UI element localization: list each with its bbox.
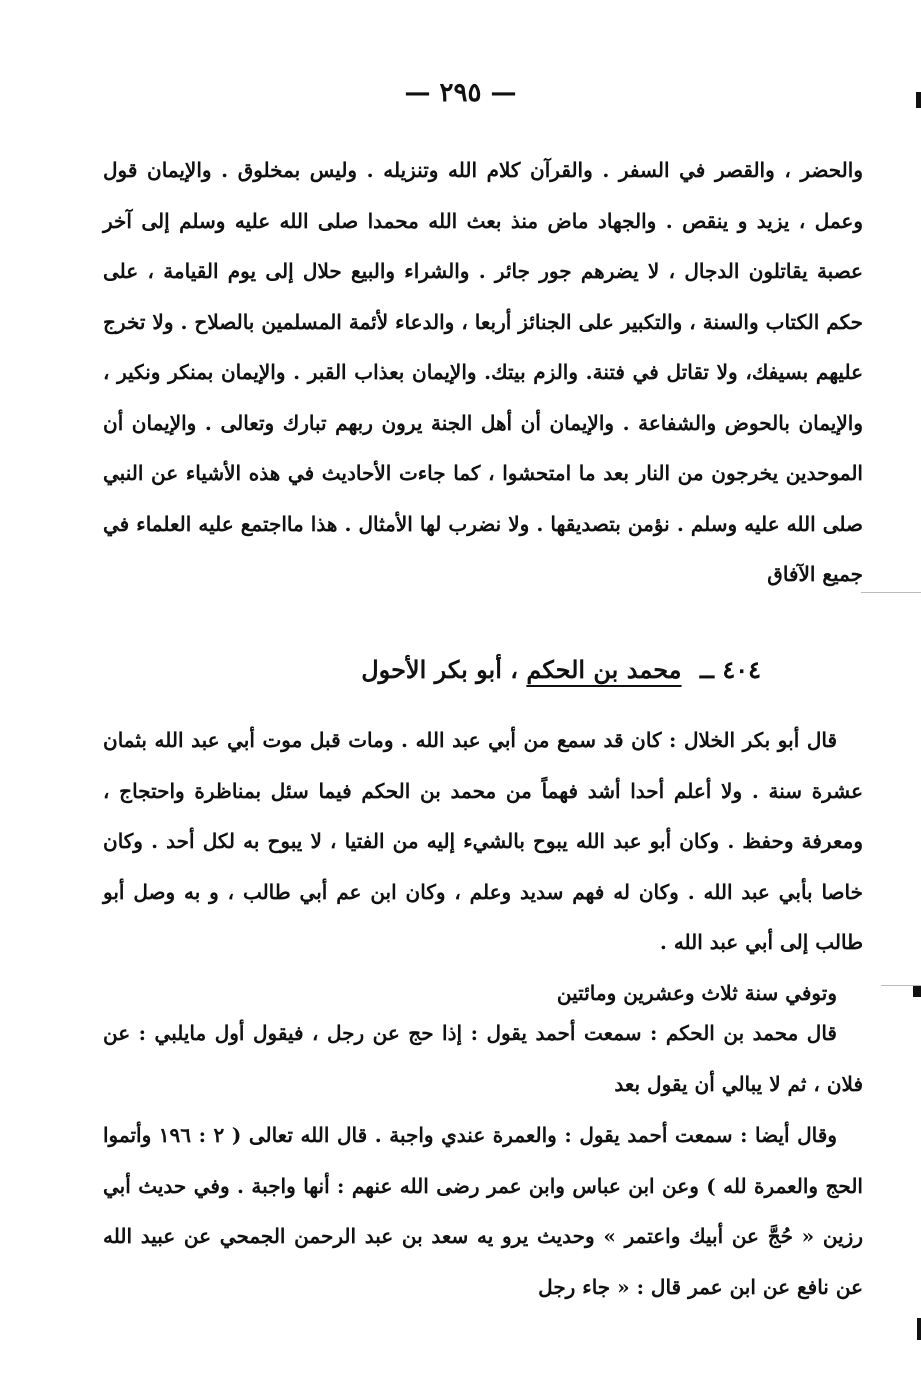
scan-smudge <box>881 985 921 986</box>
scan-edge-mark <box>917 1318 921 1340</box>
narration-paragraph-2: وقال أيضا : سمعت أحمد يقول : والعمرة عندي واجبة . قال الله تعالى ( ٢ : ١٩٦ وأتموا الحج والعمرة لله ) وعن ابن عباس وابن عمر رضى الله عنهم : أنها واجبة . وفي حديث أبي رزين « حُجَّ عن أبيك واعتمر » وحديث يرو يه سعد بن عبد الرحمن الجمحي عن عبيد الله عن نافع عن ابن عمر قال : « جاء رجل <box>103 1123 863 1299</box>
page-number: — ٢٩٥ — <box>404 78 517 108</box>
narration-block-2 <box>103 1110 863 1312</box>
entry-kunya: ، أبو بكر الأحول <box>361 655 518 684</box>
scan-edge-mark <box>913 985 921 997</box>
creed-paragraph: والحضر ، والقصر في السفر . والقرآن كلام الله وتنزيله . وليس بمخلوق . والإيمان قول وعمل ، يزيد و ينقص . والجهاد ماض منذ بعث الله محمدا صلى الله عليه وسلم إلى آخر عصبة يقاتلون الدجال ، لا يضرهم جور جائر . والشراء والبيع حلال إلى يوم القيامة ، على حكم الكتاب والسنة ، والتكبير على الجنائز أربعا ، والدعاء لأئمة المسلمين بالصلاح . ولا تخرج عليهم بسيفك، ولا تقاتل في فتنة. والزم بيتك. والإيمان بعذاب القبر . والإيمان بمنكر ونكير ، والإيمان بالحوض والشفاعة . والإيمان أن أهل الجنة يرون ربهم تبارك وتعالى . والإيمان أن الموحدين يخرجون من النار بعد ما امتحشوا ، كما جاءت الأحاديث في هذه الأشياء عن النبي صلى الله عليه وسلم . نؤمن بتصديقها . ولا نضرب لها الأمثال . هذا مااجتمع عليه العلماء في جميع الآفاق <box>103 158 864 586</box>
entry-number: ٤٠٤ ــ <box>699 655 761 684</box>
entry-name: محمد بن الحكم <box>526 655 682 684</box>
biography-heading <box>361 655 761 684</box>
biography-paragraph: قال أبو بكر الخلال : كان قد سمع من أبي عبد الله . ومات قبل موت أبي عبد الله بثمان عشرة سنة . ولا أعلم أحدا أشد فهماً من محمد بن الحكم فيما سئل بمناظرة واحتجاج ، ومعرفة وحفظ . وكان أبو عبد الله يبوح بالشيء إليه من الفتيا ، لا يبوح به لكل أحد . وكان خاصا بأبي عبد الله . وكان له فهم سديد وعلم ، وكان ابن عم أبي طالب ، و به وصل أبو طالب إلى أبي عبد الله . <box>103 728 863 954</box>
scan-edge-mark <box>916 92 921 108</box>
biography-text-block <box>103 715 863 1018</box>
narration-block-1 <box>103 1008 863 1109</box>
death-date-line: وتوفي سنة ثلاث وعشرين ومائتين <box>556 980 837 1005</box>
narration-paragraph-1: قال محمد بن الحكم : سمعت أحمد يقول : إذا حج عن رجل ، فيقول أول مايلبي : عن فلان ، ثم لا يبالي أن يقول بعد <box>103 1021 863 1096</box>
scan-smudge <box>861 592 921 593</box>
creed-text-block <box>103 145 863 600</box>
